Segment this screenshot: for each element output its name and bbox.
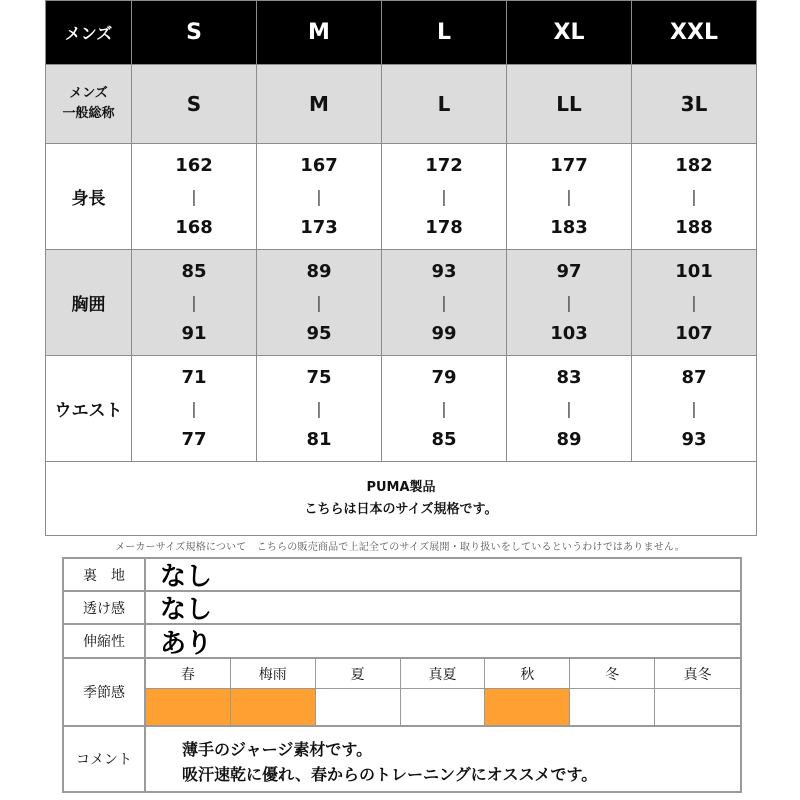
chest-label: 胸囲 bbox=[46, 250, 132, 356]
size-s: S bbox=[132, 1, 257, 65]
brand-note bbox=[46, 462, 757, 536]
brand-note-row bbox=[46, 462, 757, 536]
season-indicator-winter bbox=[570, 689, 655, 725]
general-label-line1: メンズ bbox=[69, 86, 108, 101]
chest-range-s bbox=[132, 250, 257, 356]
general-label-line2: 一般総称 bbox=[62, 106, 115, 121]
lining-label: 裏 地 bbox=[64, 559, 146, 590]
season-indicator-summer bbox=[316, 689, 401, 725]
season-name-summer: 夏 bbox=[316, 659, 401, 689]
chest-max-m: 95 bbox=[306, 323, 332, 344]
lining-value: なし bbox=[160, 562, 213, 592]
size-xxl: XXL bbox=[632, 1, 757, 65]
height-max-m: 173 bbox=[300, 217, 338, 238]
maker-size-disclaimer: メーカーサイズ規格について こちらの販売商品で上記全てのサイズ展開・取り扱いをしているというわけではありません。 bbox=[115, 542, 685, 553]
general-size-label bbox=[46, 65, 132, 144]
season-indicator-spring bbox=[146, 689, 231, 725]
chest-max-l: 99 bbox=[431, 323, 457, 344]
height-max-l: 178 bbox=[425, 217, 463, 238]
sheer-value: なし bbox=[160, 595, 213, 625]
height-range-l bbox=[382, 144, 507, 250]
stretch-value: あり bbox=[160, 628, 213, 659]
spec-row-sheer bbox=[64, 592, 740, 625]
season-indicator-midwinter bbox=[655, 689, 740, 725]
season-grid bbox=[146, 659, 740, 725]
comment-label: コメント bbox=[64, 727, 146, 791]
season-name-spring: 春 bbox=[146, 659, 231, 689]
range-separator: | bbox=[191, 293, 197, 312]
range-separator: | bbox=[191, 187, 197, 206]
season-name-winter: 冬 bbox=[570, 659, 655, 689]
chest-max-xl: 103 bbox=[550, 323, 588, 344]
range-separator: | bbox=[566, 399, 572, 418]
chest-min-xxl: 101 bbox=[675, 261, 713, 282]
general-size-l: L bbox=[382, 65, 507, 144]
waist-min-m: 75 bbox=[306, 367, 332, 388]
comment-line2: 吸汗速乾に優れ、春からのトレーニングにオススメです。 bbox=[182, 765, 598, 784]
waist-range-xxl bbox=[632, 356, 757, 462]
chest-max-s: 91 bbox=[181, 323, 207, 344]
waist-range-m bbox=[257, 356, 382, 462]
brand-note-line2: こちらは日本のサイズ規格です。 bbox=[304, 501, 498, 517]
height-range-s bbox=[132, 144, 257, 250]
waist-label: ウエスト bbox=[46, 356, 132, 462]
season-indicator-autumn bbox=[485, 689, 570, 725]
chest-row bbox=[46, 250, 757, 356]
season-indicator-rainy bbox=[231, 689, 316, 725]
range-separator: | bbox=[316, 399, 322, 418]
size-l: L bbox=[382, 1, 507, 65]
chest-min-xl: 97 bbox=[556, 261, 582, 282]
chest-max-xxl: 107 bbox=[675, 323, 713, 344]
waist-range-l bbox=[382, 356, 507, 462]
height-range-xxl bbox=[632, 144, 757, 250]
season-name-rainy: 梅雨 bbox=[231, 659, 316, 689]
comment-text bbox=[182, 737, 597, 787]
waist-range-xl bbox=[507, 356, 632, 462]
range-separator: | bbox=[691, 399, 697, 418]
season-name-autumn: 秋 bbox=[485, 659, 570, 689]
range-separator: | bbox=[441, 399, 447, 418]
spec-row-lining bbox=[64, 559, 740, 592]
waist-max-xxl: 93 bbox=[681, 429, 707, 450]
height-max-s: 168 bbox=[175, 217, 213, 238]
waist-row bbox=[46, 356, 757, 462]
chest-range-l bbox=[382, 250, 507, 356]
chest-range-m bbox=[257, 250, 382, 356]
range-separator: | bbox=[316, 293, 322, 312]
season-label: 季節感 bbox=[64, 659, 146, 725]
chest-min-l: 93 bbox=[431, 261, 457, 282]
height-max-xl: 183 bbox=[550, 217, 588, 238]
range-separator: | bbox=[566, 187, 572, 206]
chest-range-xxl bbox=[632, 250, 757, 356]
waist-min-l: 79 bbox=[431, 367, 457, 388]
stretch-label: 伸縮性 bbox=[64, 625, 146, 657]
height-min-xxl: 182 bbox=[675, 155, 713, 176]
spec-row-stretch bbox=[64, 625, 740, 659]
waist-max-l: 85 bbox=[431, 429, 457, 450]
comment-line1: 薄手のジャージ素材です。 bbox=[182, 740, 373, 759]
range-separator: | bbox=[691, 187, 697, 206]
size-chart-table bbox=[45, 0, 757, 536]
height-min-l: 172 bbox=[425, 155, 463, 176]
waist-max-s: 77 bbox=[181, 429, 207, 450]
general-size-xxl: 3L bbox=[632, 65, 757, 144]
brand-note-line1: PUMA製品 bbox=[366, 479, 436, 495]
waist-max-m: 81 bbox=[306, 429, 332, 450]
sheer-label: 透け感 bbox=[64, 592, 146, 623]
chest-range-xl bbox=[507, 250, 632, 356]
waist-range-s bbox=[132, 356, 257, 462]
height-max-xxl: 188 bbox=[675, 217, 713, 238]
height-range-xl bbox=[507, 144, 632, 250]
height-row bbox=[46, 144, 757, 250]
spec-row-comment bbox=[64, 727, 740, 791]
range-separator: | bbox=[441, 187, 447, 206]
waist-max-xl: 89 bbox=[556, 429, 582, 450]
range-separator: | bbox=[316, 187, 322, 206]
height-range-m bbox=[257, 144, 382, 250]
height-min-s: 162 bbox=[175, 155, 213, 176]
chest-min-s: 85 bbox=[181, 261, 207, 282]
range-separator: | bbox=[566, 293, 572, 312]
range-separator: | bbox=[691, 293, 697, 312]
height-min-m: 167 bbox=[300, 155, 338, 176]
height-label: 身長 bbox=[46, 144, 132, 250]
spec-row-season bbox=[64, 659, 740, 727]
range-separator: | bbox=[191, 399, 197, 418]
season-name-midwinter: 真冬 bbox=[655, 659, 740, 689]
waist-min-xxl: 87 bbox=[681, 367, 707, 388]
spec-table bbox=[62, 557, 742, 793]
waist-min-s: 71 bbox=[181, 367, 207, 388]
size-m: M bbox=[257, 1, 382, 65]
general-size-m: M bbox=[257, 65, 382, 144]
season-name-midsummer: 真夏 bbox=[401, 659, 486, 689]
size-xl: XL bbox=[507, 1, 632, 65]
waist-min-xl: 83 bbox=[556, 367, 582, 388]
general-size-row bbox=[46, 65, 757, 144]
height-min-xl: 177 bbox=[550, 155, 588, 176]
range-separator: | bbox=[441, 293, 447, 312]
season-indicator-midsummer bbox=[401, 689, 486, 725]
general-size-s: S bbox=[132, 65, 257, 144]
size-header-row bbox=[46, 1, 757, 65]
chest-min-m: 89 bbox=[306, 261, 332, 282]
header-label: メンズ bbox=[46, 1, 132, 65]
general-size-xl: LL bbox=[507, 65, 632, 144]
